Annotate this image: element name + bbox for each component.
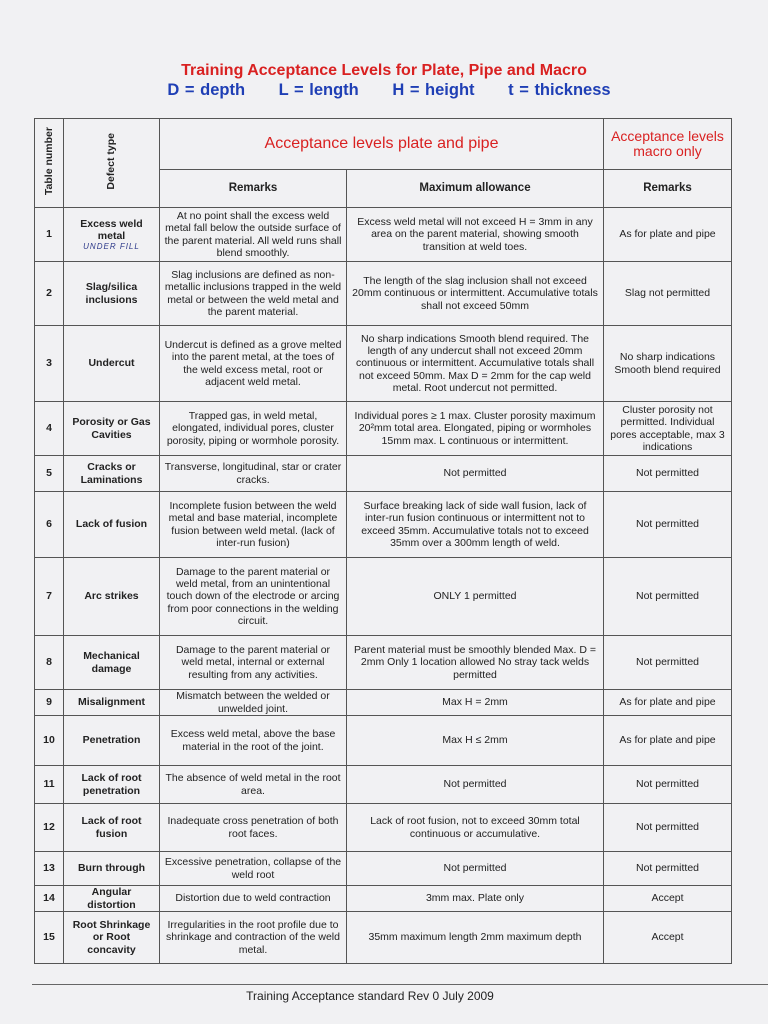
table-row: [35, 208, 768, 262]
max-allowance-cell: 35mm maximum length 2mm maximum depth: [347, 912, 604, 964]
table-row: [35, 716, 768, 766]
max-allowance-cell: Parent material must be smoothly blended Max. D = 2mm Only 1 location allowed No stray tack welds permitted: [347, 636, 604, 690]
footer-rule: [32, 984, 768, 985]
row-number: 12: [35, 804, 64, 852]
remarks-cell: Damage to the parent material or weld metal, internal or external resulting from any activities.: [160, 636, 347, 690]
row-number: 1: [35, 208, 64, 262]
row-number: 14: [35, 886, 64, 912]
table-row: [35, 852, 768, 886]
remarks-cell: Damage to the parent material or weld metal, from an unintentional touch down of the electrode or arcing from poor connections in the welding circuit.: [160, 558, 347, 636]
remarks-cell: The absence of weld metal in the root area.: [160, 766, 347, 804]
macro-remarks-cell: No sharp indications Smooth blend required: [604, 326, 732, 402]
header-macro: Acceptance levels macro only: [604, 119, 732, 170]
macro-remarks-cell: Accept: [604, 886, 732, 912]
row-number: 4: [35, 402, 64, 456]
table-row: [35, 262, 768, 326]
row-number: 8: [35, 636, 64, 690]
defect-type: Undercut: [64, 326, 160, 402]
abbreviation-legend: [0, 81, 768, 100]
max-allowance-cell: 3mm max. Plate only: [347, 886, 604, 912]
table-row: [35, 912, 768, 964]
table-row: [35, 690, 768, 716]
macro-remarks-cell: Cluster porosity not permitted. Individual pores acceptable, max 3 indications: [604, 402, 732, 456]
legend-depth: D = depth: [167, 81, 246, 99]
defect-type: Root Shrinkage or Root concavity: [64, 912, 160, 964]
row-number: 7: [35, 558, 64, 636]
defect-type: Angular distortion: [64, 886, 160, 912]
macro-remarks-cell: As for plate and pipe: [604, 716, 732, 766]
remarks-cell: Mismatch between the welded or unwelded joint.: [160, 690, 347, 716]
table-row: [35, 766, 768, 804]
macro-remarks-cell: Not permitted: [604, 456, 732, 492]
subheader-remarks: Remarks: [160, 170, 347, 208]
table-row: [35, 558, 768, 636]
macro-remarks-cell: Not permitted: [604, 558, 732, 636]
defect-type: Arc strikes: [64, 558, 160, 636]
remarks-cell: Trapped gas, in weld metal, elongated, individual pores, cluster porosity, piping or wormhole porosity.: [160, 402, 347, 456]
page-title: Training Acceptance Levels for Plate, Pipe and Macro: [181, 62, 587, 79]
row-number: 5: [35, 456, 64, 492]
row-number: 11: [35, 766, 64, 804]
max-allowance-cell: Max H ≤ 2mm: [347, 716, 604, 766]
macro-remarks-cell: As for plate and pipe: [604, 208, 732, 262]
col-table-number: Table number: [35, 119, 64, 208]
defect-type: Lack of fusion: [64, 492, 160, 558]
table-row: [35, 402, 768, 456]
macro-remarks-cell: Not permitted: [604, 636, 732, 690]
col-defect-type: Defect type: [64, 119, 160, 208]
macro-remarks-cell: Not permitted: [604, 852, 732, 886]
max-allowance-cell: Lack of root fusion, not to exceed 30mm total continuous or accumulative.: [347, 804, 604, 852]
macro-remarks-cell: Not permitted: [604, 804, 732, 852]
remarks-cell: Inadequate cross penetration of both root faces.: [160, 804, 347, 852]
handwritten-note: UNDER FILL: [83, 242, 140, 252]
table-row: [35, 636, 768, 690]
remarks-cell: Transverse, longitudinal, star or crater cracks.: [160, 456, 347, 492]
table-row: [35, 456, 768, 492]
macro-remarks-cell: Not permitted: [604, 766, 732, 804]
acceptance-table: [34, 118, 768, 964]
max-allowance-cell: Max H = 2mm: [347, 690, 604, 716]
table-row: [35, 326, 768, 402]
legend-length: L = length: [278, 81, 359, 99]
max-allowance-cell: No sharp indications Smooth blend required. The length of any undercut shall not exceed 20mm continuous or intermittent. Accumulative totals shall not exceed 50mm. Max D = 2mm for the cap weld metal. Root undercut not permitted.: [347, 326, 604, 402]
macro-remarks-cell: As for plate and pipe: [604, 690, 732, 716]
row-number: 6: [35, 492, 64, 558]
table-row: [35, 492, 768, 558]
remarks-cell: At no point shall the excess weld metal fall below the outside surface of the parent material. All weld runs shall blend smoothly.: [160, 208, 347, 262]
table-body: [35, 208, 768, 964]
max-allowance-cell: ONLY 1 permitted: [347, 558, 604, 636]
row-number: 3: [35, 326, 64, 402]
right-margin: [732, 119, 768, 208]
subheader-max-allowance: Maximum allowance: [347, 170, 604, 208]
subheader-macro-remarks: Remarks: [604, 170, 732, 208]
remarks-cell: Incomplete fusion between the weld metal and base material, incomplete fusion between weld metal. (lack of inter-run fusion): [160, 492, 347, 558]
remarks-cell: Slag inclusions are defined as non-metallic inclusions trapped in the weld metal or between the weld metal and the parent material.: [160, 262, 347, 326]
remarks-cell: Irregularities in the root profile due to shrinkage and contraction of the weld metal.: [160, 912, 347, 964]
table-row: [35, 804, 768, 852]
macro-remarks-cell: Slag not permitted: [604, 262, 732, 326]
defect-type: Slag/silica inclusions: [64, 262, 160, 326]
defect-type: Burn through: [64, 852, 160, 886]
remarks-cell: Excessive penetration, collapse of the weld root: [160, 852, 347, 886]
max-allowance-cell: Individual pores ≥ 1 max. Cluster porosity maximum 20²mm total area. Elongated, piping or wormholes 15mm max. L continuous or intermittent.: [347, 402, 604, 456]
defect-type: Lack of root penetration: [64, 766, 160, 804]
legend-thickness: t = thickness: [508, 81, 611, 99]
row-number: 2: [35, 262, 64, 326]
legend-height: H = height: [392, 81, 475, 99]
defect-type: Excess weld metal UNDER FILL: [64, 208, 160, 262]
header-row-main: [35, 119, 768, 170]
defect-type: Porosity or Gas Cavities: [64, 402, 160, 456]
footer-text: Training Acceptance standard Rev 0 July 2009: [246, 989, 494, 1003]
macro-remarks-cell: Accept: [604, 912, 732, 964]
row-number: 15: [35, 912, 64, 964]
defect-type: Penetration: [64, 716, 160, 766]
remarks-cell: Excess weld metal, above the base material in the root of the joint.: [160, 716, 347, 766]
macro-remarks-cell: Not permitted: [604, 492, 732, 558]
remarks-cell: Undercut is defined as a grove melted into the parent metal, at the toes of the weld excess metal, root or adjacent weld metal.: [160, 326, 347, 402]
max-allowance-cell: Not permitted: [347, 852, 604, 886]
defect-type: Misalignment: [64, 690, 160, 716]
header-plate-pipe: Acceptance levels plate and pipe: [160, 119, 604, 170]
max-allowance-cell: Not permitted: [347, 766, 604, 804]
max-allowance-cell: Not permitted: [347, 456, 604, 492]
row-number: 9: [35, 690, 64, 716]
defect-type: Lack of root fusion: [64, 804, 160, 852]
defect-type: Mechanical damage: [64, 636, 160, 690]
defect-type: Cracks or Laminations: [64, 456, 160, 492]
remarks-cell: Distortion due to weld contraction: [160, 886, 347, 912]
row-number: 13: [35, 852, 64, 886]
max-allowance-cell: The length of the slag inclusion shall not exceed 20mm continuous or intermittent. Accumulative totals shall not exceed 50mm: [347, 262, 604, 326]
max-allowance-cell: Excess weld metal will not exceed H = 3mm in any area on the parent material, showing smooth transition at weld toes.: [347, 208, 604, 262]
table-row: [35, 886, 768, 912]
row-number: 10: [35, 716, 64, 766]
max-allowance-cell: Surface breaking lack of side wall fusion, lack of inter-run fusion continuous or intermittent not to exceed 35mm. Accumulative totals not to exceed 35mm over a 300mm length of weld.: [347, 492, 604, 558]
